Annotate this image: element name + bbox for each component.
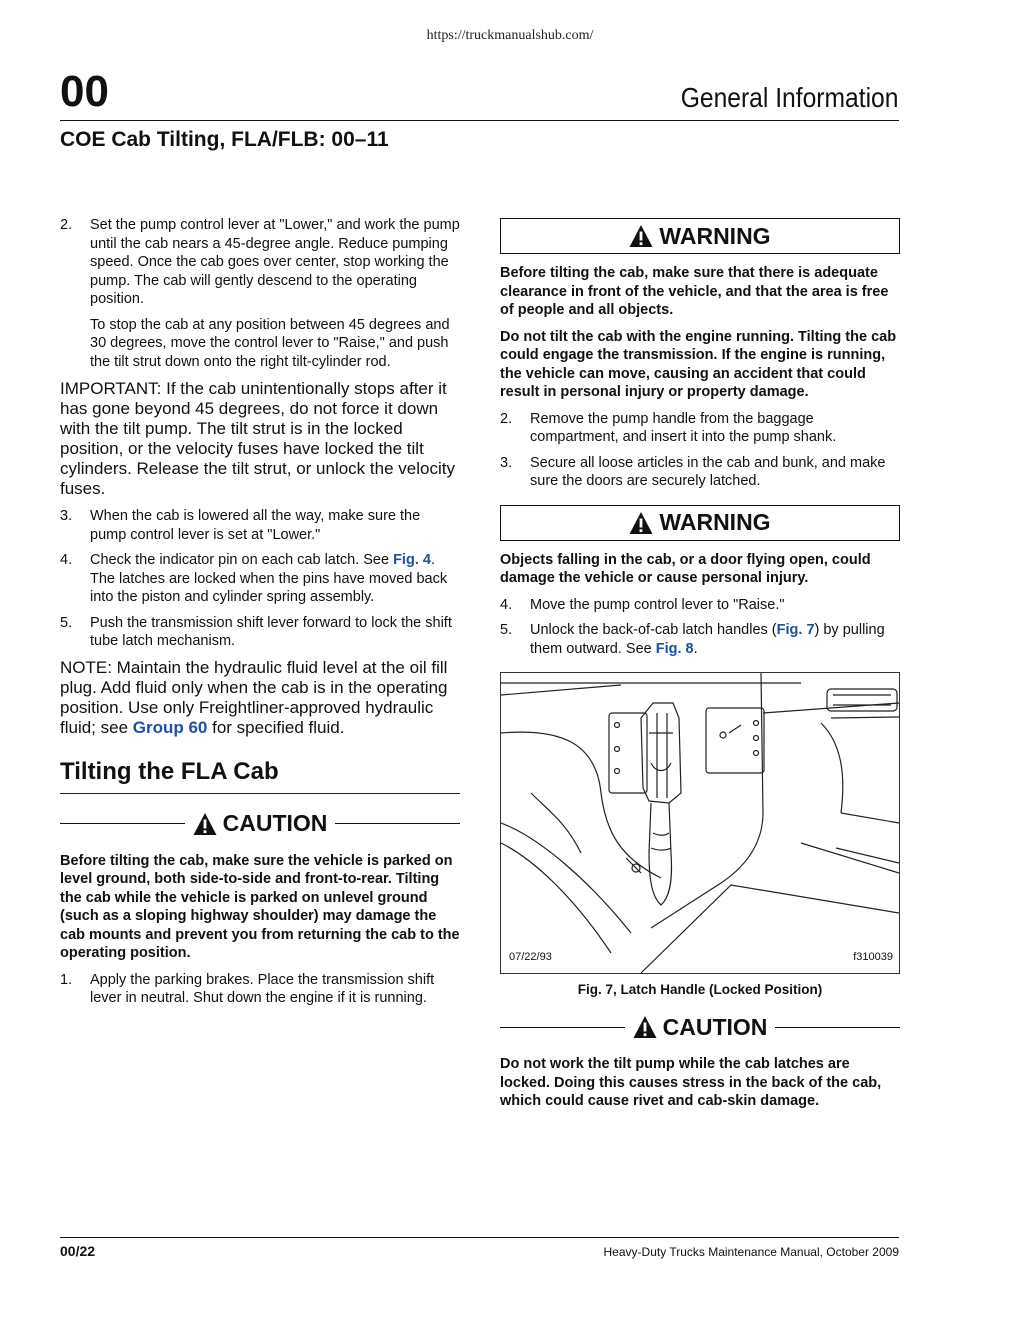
step-text-part: ) by pulling them outward. See [530, 622, 885, 657]
step-3 [60, 507, 460, 544]
important-note: IMPORTANT: If the cab unintentionally stops after it has gone beyond 45 degrees, do not force it down with the tilt pump. The tilt strut is in the locked position, or the velocity fuses have locked the tilt cylinders. Release the tilt strut, or unlock the velocity fuses. [60, 379, 455, 498]
caution-rule-left [500, 1027, 625, 1028]
step-1 [60, 971, 460, 1008]
warning-1-text-1: Before tilting the cab, make sure that there is adequate clearance in front of the vehicle, and that the area is free of people and all objects. [500, 265, 889, 318]
figure-id: f310039 [853, 951, 893, 963]
caution-header [60, 808, 460, 840]
step-2-subparagraph: To stop the cab at any position between 45 degrees and 30 degrees, move the control lever to "Raise," and push the tilt strut down onto the right tilt-cylinder rod. [90, 316, 450, 370]
tilting-fla-cab-heading: Tilting the FLA Cab [60, 758, 460, 794]
warning-1-text-2: Do not tilt the cab with the engine running. Tilting the cab could engage the transmission. If the engine is running, the vehicle can move, causing an accident that could result in personal injury or property damage. [500, 328, 897, 400]
warning-triangle-icon [629, 511, 653, 535]
caution-text-label: CAUTION [222, 810, 328, 836]
caution-rule-left [60, 823, 185, 824]
step-number: 4. [60, 552, 73, 568]
left-column [60, 216, 460, 1015]
warning-triangle-icon [193, 812, 217, 836]
step-4 [500, 596, 900, 615]
source-url: https://truckmanualshub.com/ [426, 28, 594, 43]
step-text [90, 551, 460, 607]
group-60-link[interactable]: Group 60 [132, 717, 208, 737]
caution-header [500, 1011, 900, 1043]
section-title: COE Cab Tilting, FLA/FLB: 00–11 [60, 128, 389, 151]
warning-box-2 [500, 505, 900, 541]
step-3 [500, 454, 900, 491]
figure-date: 07/22/93 [509, 951, 552, 963]
step-number: 2. [60, 217, 73, 233]
warning-label: WARNING [659, 509, 771, 535]
step-number: 5. [60, 614, 73, 631]
page-number: 00/22 [60, 1243, 96, 1259]
step-text-part: . The latches are locked when the pins have moved back into the piston and cylinder spring assembly. [90, 552, 448, 605]
fig-7-link[interactable]: Fig. 7 [776, 622, 815, 638]
caution-text-label: CAUTION [662, 1013, 768, 1040]
latch-handle-figure [500, 672, 900, 974]
step-text-part: . [693, 640, 698, 657]
step-text: Push the transmission shift lever forward to lock the shift tube latch mechanism. [90, 614, 452, 649]
note-text-part: NOTE: Maintain the hydraulic fluid level at the oil fill plug. Add fluid only when the cab is in the operating position. Use only Freightliner-approved hydraulic fluid; see [60, 657, 448, 737]
step-number: 5. [500, 622, 513, 638]
caution-label [633, 1014, 768, 1041]
step-text: Apply the parking brakes. Place the transmission shift lever in neutral. Shut down the engine if it is running. [90, 971, 435, 1006]
note-text-part: for specified fluid. [207, 717, 345, 737]
footer-rule [60, 1237, 899, 1238]
warning-triangle-icon [633, 1015, 657, 1039]
step-text-part: Unlock the back-of-cab latch handles ( [530, 622, 777, 638]
caution-rule-right [335, 823, 460, 824]
step-2 [500, 410, 900, 447]
right-column [500, 216, 900, 1119]
step-text: Secure all loose articles in the cab and bunk, and make sure the doors are securely latched. [530, 454, 886, 489]
caution-text: Before tilting the cab, make sure the vehicle is parked on level ground, both side-to-side and front-to-rear. Tilting the cab while the vehicle is parked on unlevel ground (such as a sloping highway shoulder) may damage the cab mounts and prevent you from returning the cab to the operating position. [60, 852, 460, 961]
warning-box-1 [500, 218, 900, 254]
step-2 [60, 216, 460, 309]
header-rule [60, 120, 899, 121]
warning-2-text: Objects falling in the cab, or a door flying open, could damage the vehicle or cause personal injury. [500, 551, 871, 586]
step-text [530, 621, 900, 658]
hydraulic-fluid-note [60, 658, 460, 738]
fig-4-link[interactable]: Fig. 4 [393, 552, 431, 568]
step-4 [60, 551, 460, 607]
warning-triangle-icon [629, 224, 653, 248]
caution-text: Do not work the tilt pump while the cab latches are locked. Doing this causes stress in the back of the cab, which could cause rivet and cab-skin damage. [500, 1056, 882, 1109]
caution-rule-right [775, 1027, 900, 1028]
step-text-part: Check the indicator pin on each cab latch. See [90, 552, 394, 568]
step-5 [60, 614, 460, 651]
step-5 [500, 621, 900, 658]
step-text: Move the pump control lever to "Raise." [530, 596, 785, 613]
step-number: 1. [60, 971, 73, 988]
fig-8-link[interactable]: Fig. 8 [655, 640, 694, 657]
step-number: 4. [500, 596, 513, 613]
step-text: Remove the pump handle from the baggage compartment, and insert it into the pump shank. [530, 410, 837, 445]
figure-caption: Fig. 7, Latch Handle (Locked Position) [577, 982, 823, 997]
latch-handle-illustration [501, 673, 899, 973]
chapter-title: General Information [680, 82, 898, 113]
step-number: 2. [500, 410, 513, 427]
warning-label: WARNING [659, 222, 771, 249]
chapter-number: 00 [60, 67, 109, 116]
caution-label [193, 810, 328, 837]
step-text: When the cab is lowered all the way, make sure the pump control lever is set at "Lower." [90, 508, 421, 543]
manual-title: Heavy-Duty Trucks Maintenance Manual, October 2009 [603, 1245, 899, 1259]
step-number: 3. [60, 508, 73, 524]
step-number: 3. [500, 454, 513, 471]
step-text: Set the pump control lever at "Lower," and work the pump until the cab nears a 45-degree angle. Reduce pumping speed. Once the cab goes over center, stop working the pump. The cab will gently descend to the operating position. [90, 217, 460, 307]
